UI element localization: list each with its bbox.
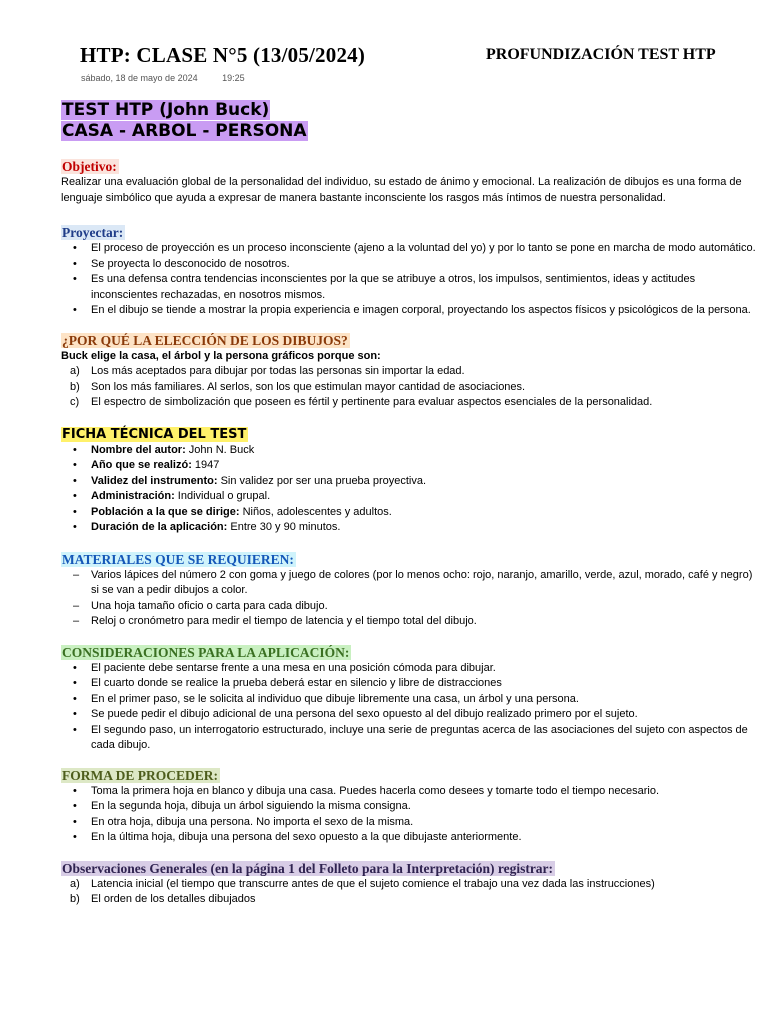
list-item-text: En la última hoja, dibuja una persona del sexo opuesto a la que dibujaste anteriormente. [91, 831, 522, 843]
bullet-marker: • [73, 443, 77, 456]
proyectar-list [61, 241, 761, 319]
section-forma [61, 767, 761, 846]
bullet-marker: • [73, 474, 77, 487]
note-content[interactable] [61, 100, 761, 908]
list-item [61, 799, 761, 815]
page-date: sábado, 18 de mayo de 2024 [81, 73, 198, 83]
field-value: Sin validez por ser una prueba proyectiva. [217, 474, 427, 487]
field-label: Duración de la aplicación: [91, 521, 228, 533]
list-item-text: Toma la primera hoja en blanco y dibuja una casa. Puedes hacerla como desees y tomarte todo el tiempo necesario. [91, 784, 660, 797]
ficha-heading: FICHA TÉCNICA DEL TEST [62, 426, 247, 442]
list-item [61, 241, 761, 257]
list-item-text: Los más aceptados para dibujar por todas las personas sin importar la edad. [91, 365, 465, 377]
dash-marker: – [73, 568, 80, 581]
list-item-text: En el primer paso, se le solicita al individuo que dibuje libremente una casa, un árbol y una persona. [91, 692, 579, 705]
section-proyectar [61, 224, 761, 319]
field-value: Niños, adolescentes y adultos. [239, 505, 392, 518]
list-item-text: En la segunda hoja, dibuja un árbol siguiendo la misma consigna. [91, 800, 411, 812]
bullet-marker: • [73, 242, 77, 254]
list-item [61, 877, 761, 893]
list-item-text: El cuarto donde se realice la prueba deberá estar en silencio y libre de distracciones [91, 677, 502, 689]
field-label: Validez del instrumento: [91, 474, 218, 487]
banner-line-1: TEST HTP (John Buck) [62, 100, 270, 120]
list-item [61, 830, 761, 846]
bullet-marker: • [73, 692, 77, 705]
list-item [61, 520, 761, 536]
porque-list [61, 364, 761, 411]
field-label: Población a la que se dirige: [91, 505, 240, 518]
dash-marker: – [73, 615, 80, 627]
field-value: John N. Buck [185, 443, 255, 456]
list-item-text: El segundo paso, un interrogatorio estructurado, incluye una serie de preguntas acerca de las asociaciones del sujeto con aspectos de cada dibujo. [91, 723, 748, 751]
forma-heading: FORMA DE PROCEDER: [62, 767, 218, 783]
section-ficha [61, 426, 761, 536]
list-item-text: Se puede pedir el dibujo adicional de una persona del sexo opuesto al del dibujo realizado primero por el sujeto. [91, 708, 638, 720]
observaciones-heading: Observaciones Generales (en la página 1 del Folleto para la Interpretación) registrar: [62, 860, 554, 876]
bullet-marker: • [73, 273, 77, 285]
list-item-text: En otra hoja, dibuja una persona. No importa el sexo de la misma. [91, 815, 414, 828]
list-item-text: Se proyecta lo desconocido de nosotros. [91, 257, 290, 270]
list-item [61, 443, 761, 459]
field-value: Entre 30 y 90 minutos. [227, 521, 341, 533]
list-item [61, 599, 761, 615]
list-item-text: Reloj o cronómetro para medir el tiempo de latencia y el tiempo total del dibujo. [91, 615, 477, 627]
list-item-text: En el dibujo se tiende a mostrar la propia experiencia e imagen corporal, proyectando los aspectos físicos y psicológicos de la persona. [91, 304, 751, 316]
field-label: Año que se realizó: [91, 459, 192, 471]
list-item-text: Es una defensa contra tendencias inconscientes por la que se atribuye a otros, los impulsos, sentimientos, ideas y actitudes inconscientes rechazadas, en nosotros mismos. [91, 273, 696, 301]
bullet-marker: • [73, 800, 77, 812]
consideraciones-heading: CONSIDERACIONES PARA LA APLICACIÓN: [62, 644, 350, 660]
section-porque [61, 332, 761, 411]
list-item [61, 474, 761, 490]
bullet-marker: • [73, 257, 77, 270]
list-item-text: Son los más familiares. Al serlos, son los que estimulan mayor cantidad de asociaciones. [91, 380, 526, 393]
list-item [61, 395, 761, 411]
bullet-marker: • [73, 521, 77, 533]
ficha-list [61, 443, 761, 536]
list-item [61, 692, 761, 708]
list-item [61, 723, 761, 754]
field-label: Nombre del autor: [91, 443, 186, 456]
materiales-list [61, 568, 761, 630]
banner-line-2: CASA - ARBOL - PERSONA [62, 121, 307, 141]
proyectar-heading: Proyectar: [62, 225, 124, 240]
list-item [61, 364, 761, 380]
bullet-marker: • [73, 723, 77, 736]
section-consideraciones [61, 644, 761, 754]
list-item [61, 892, 761, 908]
bullet-marker: • [73, 459, 77, 471]
list-item-text: Una hoja tamaño oficio o carta para cada dibujo. [91, 599, 328, 612]
bullet-marker: • [73, 661, 77, 674]
page-time: 19:25 [222, 73, 245, 83]
list-marker: a) [70, 365, 80, 377]
list-item-text: Latencia inicial (el tiempo que transcurre antes de que el sujeto comience el trabajo una vez dada las instrucciones) [91, 877, 655, 890]
objetivo-heading: Objetivo: [62, 159, 117, 174]
section-objetivo [61, 158, 761, 206]
list-item [61, 458, 761, 474]
list-marker: b) [70, 380, 80, 393]
porque-heading: ¿POR QUÉ LA ELECCIÓN DE LOS DIBUJOS? [62, 332, 348, 348]
list-item-text: El proceso de proyección es un proceso inconsciente (ajeno a la voluntad del yo) y por lo tanto se pone en marcha de modo automático. [91, 242, 756, 254]
list-item [61, 272, 761, 303]
list-item-text: El espectro de simbolización que poseen es fértil y pertinente para evaluar aspectos esenciales de la personalidad. [91, 396, 653, 408]
page-metadata [81, 73, 245, 83]
bullet-marker: • [73, 677, 77, 689]
materiales-heading: MATERIALES QUE SE REQUIEREN: [62, 551, 294, 567]
page-title[interactable]: HTP: CLASE N°5 (13/05/2024) [80, 43, 366, 67]
list-item [61, 784, 761, 800]
list-item [61, 568, 761, 599]
list-item [61, 661, 761, 677]
field-value: Individual o grupal. [174, 490, 271, 502]
list-item [61, 303, 761, 319]
section-title-right[interactable]: PROFUNDIZACIÓN TEST HTP [486, 46, 716, 63]
porque-intro: Buck elige la casa, el árbol y la persona gráficos porque son: [61, 349, 381, 362]
bullet-marker: • [73, 784, 77, 797]
bullet-marker: • [73, 490, 77, 502]
list-marker: a) [70, 877, 80, 890]
list-item [61, 489, 761, 505]
list-item [61, 676, 761, 692]
field-value: 1947 [191, 459, 220, 471]
consideraciones-list [61, 661, 761, 754]
list-item-text: El paciente debe sentarse frente a una mesa en una posición cómoda para dibujar. [91, 661, 496, 674]
list-item [61, 257, 761, 273]
dash-marker: – [73, 599, 80, 612]
list-item [61, 380, 761, 396]
list-marker: c) [70, 396, 80, 408]
list-item [61, 505, 761, 521]
bullet-marker: • [73, 815, 77, 828]
list-marker: b) [70, 893, 80, 905]
observaciones-list [61, 877, 761, 908]
list-item-text: Varios lápices del número 2 con goma y juego de colores (por lo menos ocho: rojo, naranjo, amarillo, verde, azul, morado, café y negro) si se van a pedir dibujos a color. [91, 568, 753, 596]
list-item-text: El orden de los detalles dibujados [91, 893, 256, 905]
bullet-marker: • [73, 505, 77, 518]
section-materiales [61, 551, 761, 630]
bullet-marker: • [73, 708, 77, 720]
section-observaciones [61, 860, 761, 908]
bullet-marker: • [73, 304, 77, 316]
bullet-marker: • [73, 831, 77, 843]
list-item [61, 815, 761, 831]
list-item [61, 707, 761, 723]
test-banner [61, 100, 761, 142]
list-item [61, 614, 761, 630]
field-label: Administración: [91, 490, 175, 502]
forma-list [61, 784, 761, 846]
objetivo-text: Realizar una evaluación global de la personalidad del individuo, su estado de ánimo y emocional. La realización de dibujos es una forma de lenguaje simbólico que ayuda a expresar de manera bastante inconsciente los rasgos más íntimos de nuestra personalidad. [61, 176, 742, 204]
